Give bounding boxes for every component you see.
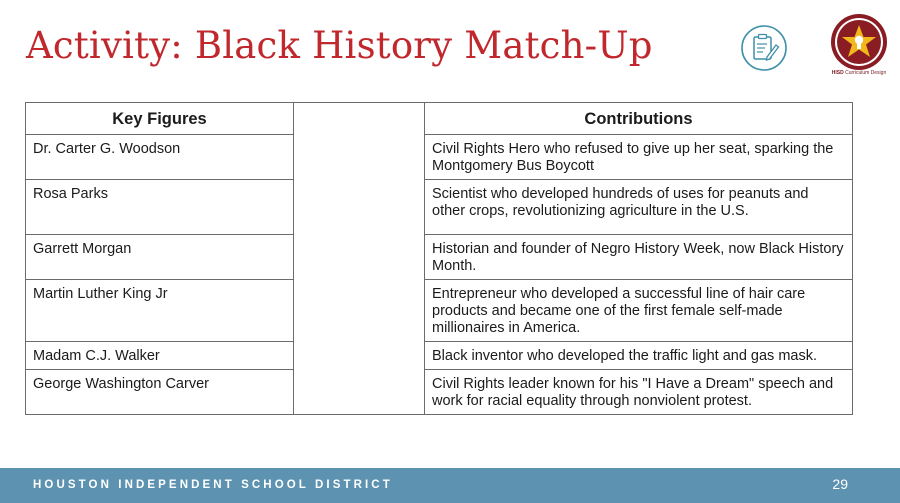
contribution-cell: Black inventor who developed the traffic light and gas mask. — [425, 342, 853, 370]
table-row — [26, 135, 853, 180]
logo-caption-line2: Curriculum Design — [845, 70, 887, 76]
blank-matching-column — [294, 103, 425, 415]
table-row — [26, 180, 853, 235]
table-header-row — [26, 103, 853, 135]
district-name: HOUSTON INDEPENDENT SCHOOL DISTRICT — [33, 479, 393, 491]
table-row — [26, 235, 853, 280]
table-row — [26, 342, 853, 370]
key-figure-cell: George Washington Carver — [26, 370, 294, 415]
match-up-table — [25, 102, 853, 415]
slide-number: 29 — [832, 476, 848, 492]
header-contributions: Contributions — [425, 103, 853, 135]
table-row — [26, 370, 853, 415]
header-key-figures: Key Figures — [26, 103, 294, 135]
logo-caption-line1: HISD — [831, 70, 844, 76]
key-figure-cell: Dr. Carter G. Woodson — [26, 135, 294, 180]
key-figure-cell: Rosa Parks — [26, 180, 294, 235]
logo-caption — [826, 70, 892, 76]
slide-title: Activity: Black History Match-Up — [26, 24, 653, 67]
contribution-cell: Civil Rights leader known for his "I Have a Dream" speech and work for racial equality through nonviolent protest. — [425, 370, 853, 415]
contribution-cell: Entrepreneur who developed a successful line of hair care products and became one of the first female self-made millionaires in America. — [425, 280, 853, 342]
clipboard-pencil-icon — [740, 24, 788, 72]
contribution-cell: Historian and founder of Negro History Week, now Black History Month. — [425, 235, 853, 280]
key-figure-cell: Garrett Morgan — [26, 235, 294, 280]
key-figure-cell: Martin Luther King Jr — [26, 280, 294, 342]
key-figure-cell: Madam C.J. Walker — [26, 342, 294, 370]
contribution-cell: Civil Rights Hero who refused to give up her seat, sparking the Montgomery Bus Boycott — [425, 135, 853, 180]
footer-bar — [0, 468, 900, 503]
table-row — [26, 280, 853, 342]
contribution-cell: Scientist who developed hundreds of uses for peanuts and other crops, revolutionizing agriculture in the U.S. — [425, 180, 853, 235]
